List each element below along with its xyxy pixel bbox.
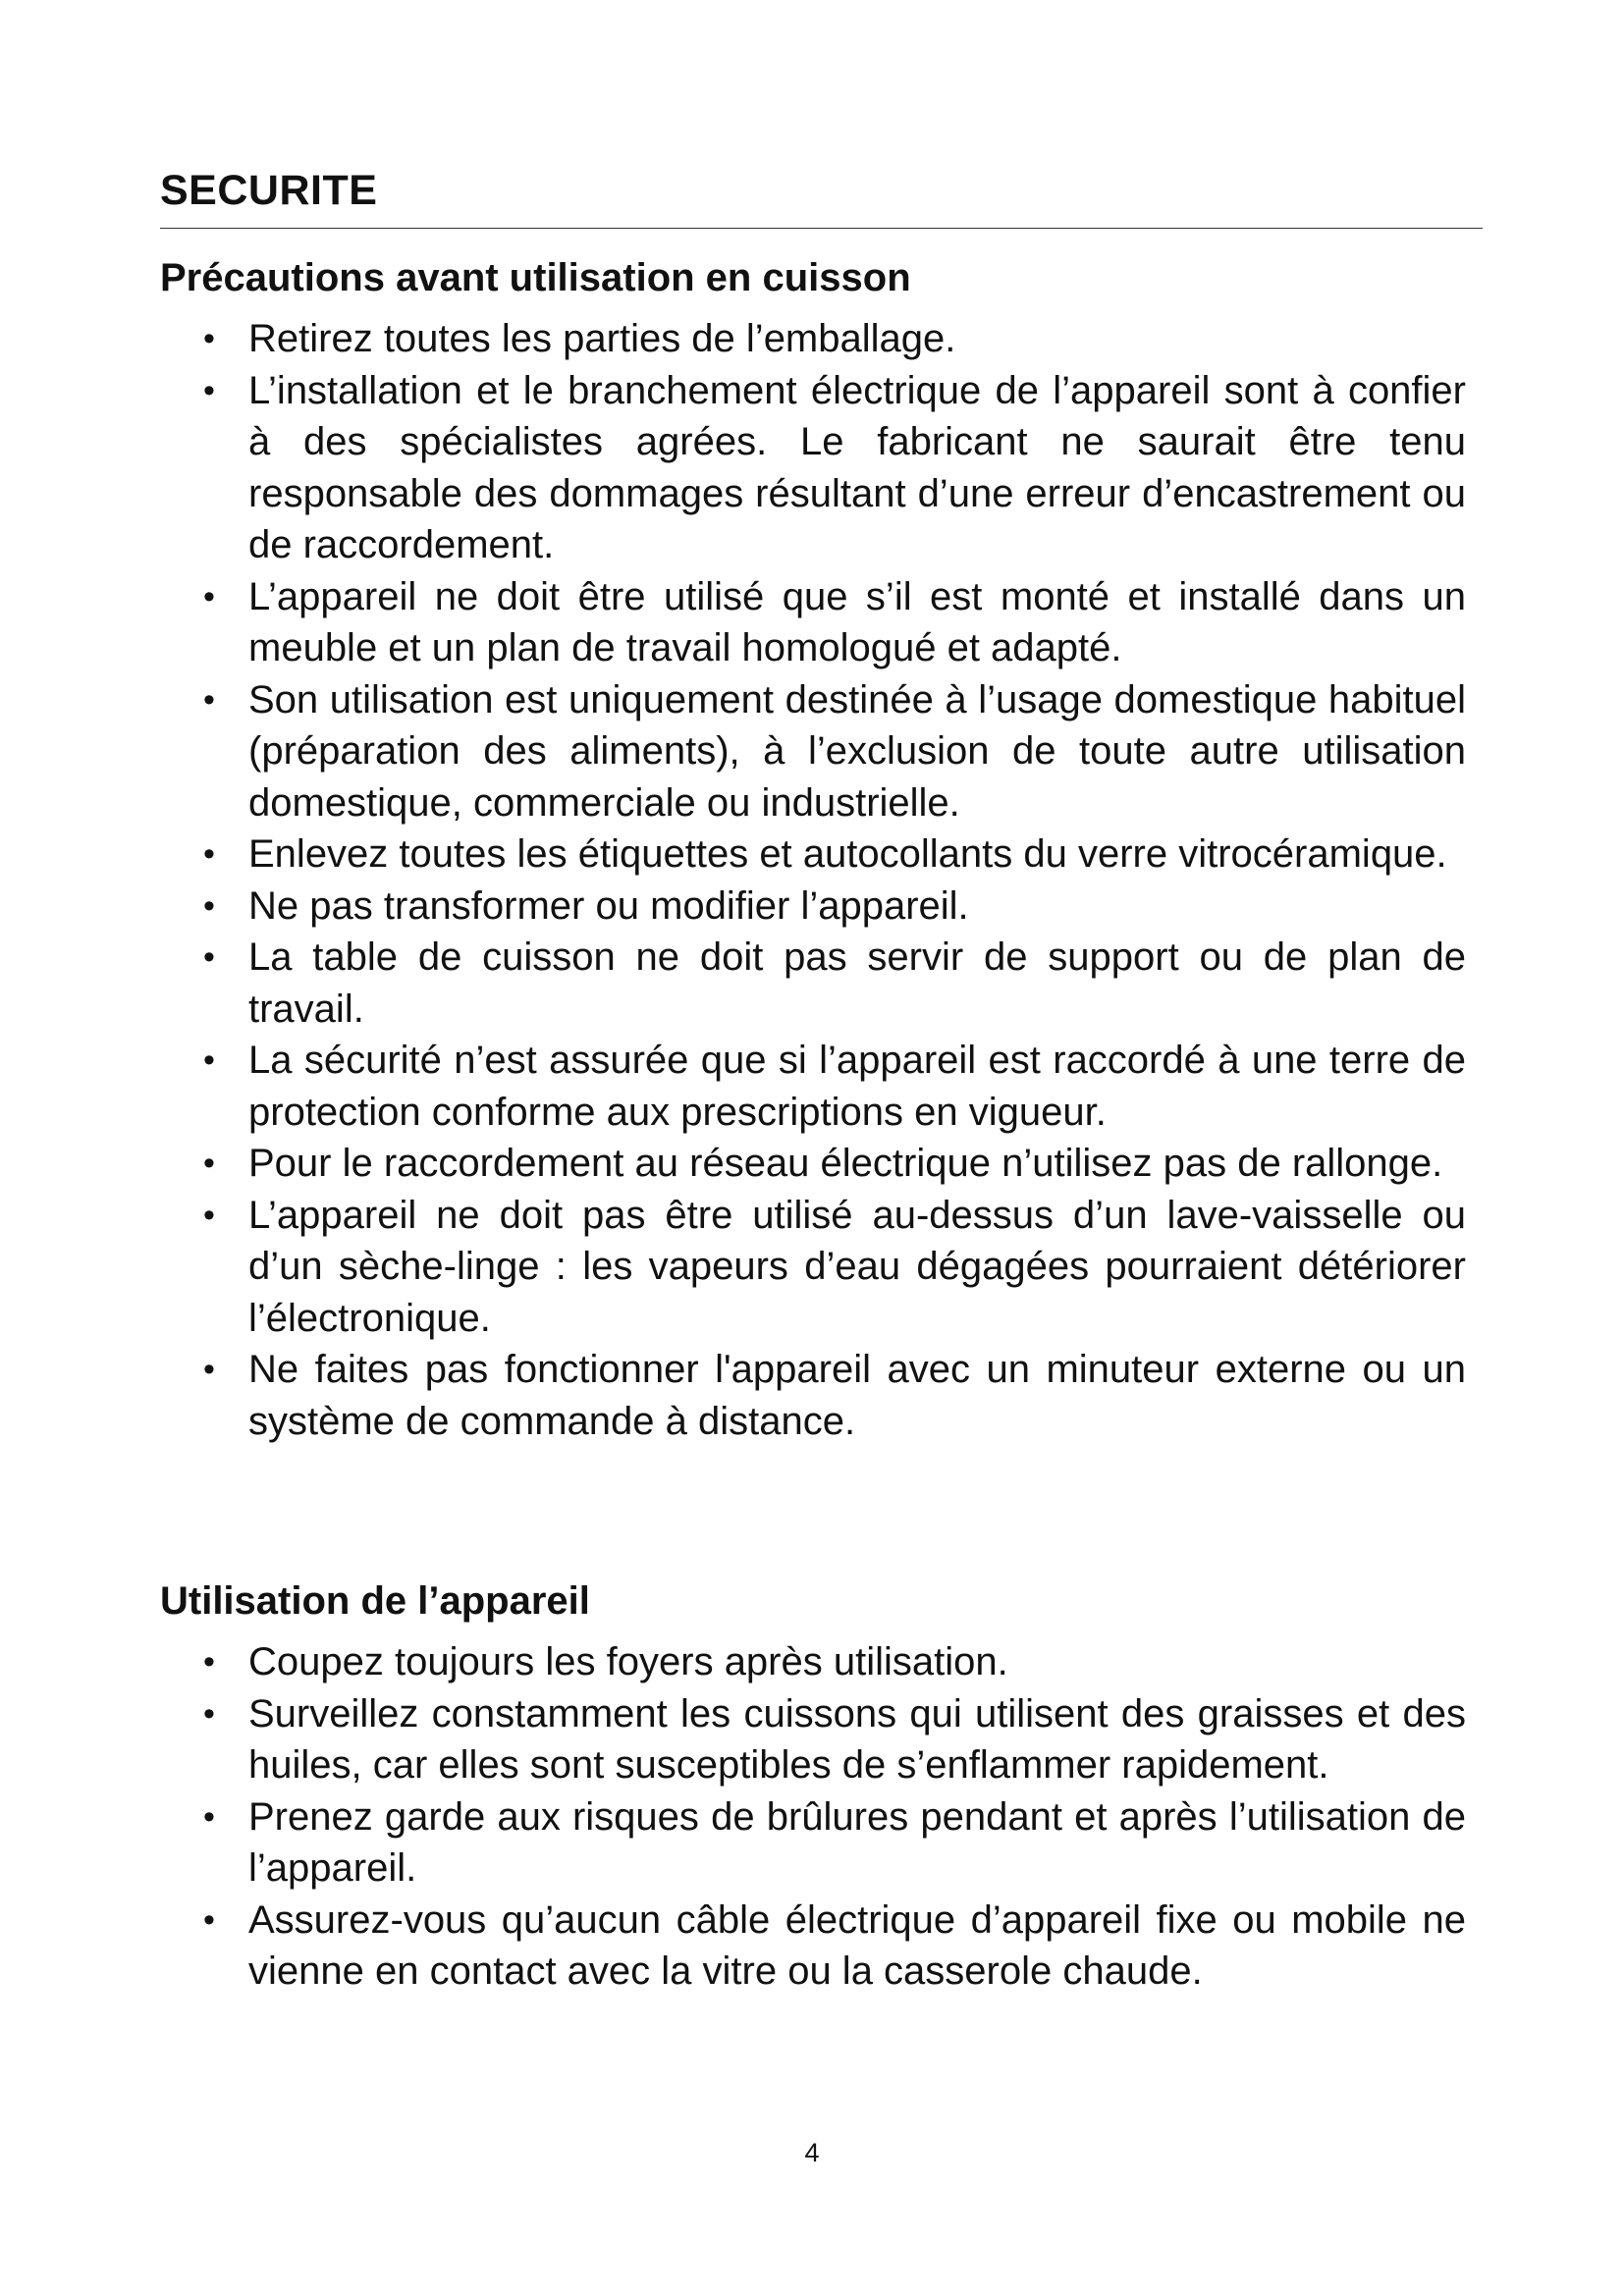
section-precautions [160,252,1495,1447]
list-item-text: L’appareil ne doit être utilisé que s’il est monté et installé dans un meuble et un plan de travail homologué et adapté. [248,574,1466,669]
page-number: 4 [804,2138,820,2167]
list-item-text: Assurez-vous qu’aucun câble électrique d’appareil fixe ou mobile ne vienne en contact avec la vitre ou la casserole chaude. [248,1897,1466,1993]
section-utilisation [160,1575,1495,1998]
section-heading: Utilisation de l’appareil [160,1579,590,1623]
bullet-icon: • [203,1196,215,1234]
list-item-text: Retirez toutes les parties de l’emballage. [248,317,956,360]
list-item [160,1688,1495,1791]
bullet-icon: • [203,1900,215,1939]
bullet-icon: • [203,1351,215,1388]
bullet-icon: • [203,1041,215,1079]
bullet-icon: • [203,577,215,615]
list-item [160,1791,1495,1895]
bullet-icon: • [203,938,215,976]
list-item-text: Surveillez constamment les cuissons qui utilisent des graisses et des huiles, car elles sont susceptibles de s’enflammer rapidement. [248,1691,1466,1787]
bullet-icon: • [203,886,215,925]
list-item-text: La table de cuisson ne doit pas servir de support ou de plan de travail. [248,935,1466,1031]
list-item-text: Enlevez toutes les étiquettes et autocollants du verre vitrocéramique. [248,832,1447,876]
bullet-icon: • [203,1694,215,1733]
section-heading: Précautions avant utilisation en cuisson [160,256,911,299]
list-item [160,1190,1495,1345]
bullet-icon: • [203,1145,215,1182]
list-item [160,674,1495,829]
list-item [160,1636,1495,1688]
bullet-icon: • [203,371,215,409]
list-item [160,1895,1495,1998]
list-item-text: Ne faites pas fonctionner l'appareil avec un minuteur externe ou un système de commande à distance. [248,1348,1466,1443]
list-item [160,1138,1495,1190]
list-item [160,313,1495,365]
bullet-icon: • [203,680,215,719]
list-item-text: Coupez toujours les foyers après utilisation. [248,1640,1008,1683]
list-item [160,571,1495,674]
list-item [160,932,1495,1035]
bullet-icon: • [203,835,215,873]
list-item-text: Prenez garde aux risques de brûlures pendant et après l’utilisation de l’appareil. [248,1794,1466,1890]
list-item [160,881,1495,933]
page-title: SECURITE [160,167,378,214]
list-item-text: Pour le raccordement au réseau électrique n’utilisez pas de rallonge. [248,1142,1443,1185]
bullet-icon: • [203,320,215,357]
bullet-icon: • [203,1797,215,1836]
bullet-list [160,1636,1495,1998]
list-item-text: L’installation et le branchement électrique de l’appareil sont à confier à des spécialistes agrées. Le fabricant ne saurait être tenu responsable des dommages résultant d’une erreur d’encastrement ou de raccordement. [248,368,1466,566]
title-divider [160,228,1483,229]
list-item-text: Son utilisation est uniquement destinée à l’usage domestique habituel (préparation des aliments), à l’exclusion de toute autre utilisation domestique, commerciale ou industrielle. [248,677,1466,825]
list-item-text: L’appareil ne doit pas être utilisé au-dessus d’un lave-vaisselle ou d’un sèche-linge : les vapeurs d’eau dégagées pourraient détériorer l’électronique. [248,1193,1466,1340]
bullet-icon: • [203,1643,215,1681]
list-item-text: La sécurité n’est assurée que si l’appareil est raccordé à une terre de protection conforme aux prescriptions en vigueur. [248,1039,1466,1134]
list-item [160,1344,1495,1447]
list-item [160,828,1495,881]
list-item-text: Ne pas transformer ou modifier l’appareil. [248,883,969,928]
list-item [160,365,1495,571]
list-item [160,1035,1495,1138]
bullet-list [160,313,1495,1447]
